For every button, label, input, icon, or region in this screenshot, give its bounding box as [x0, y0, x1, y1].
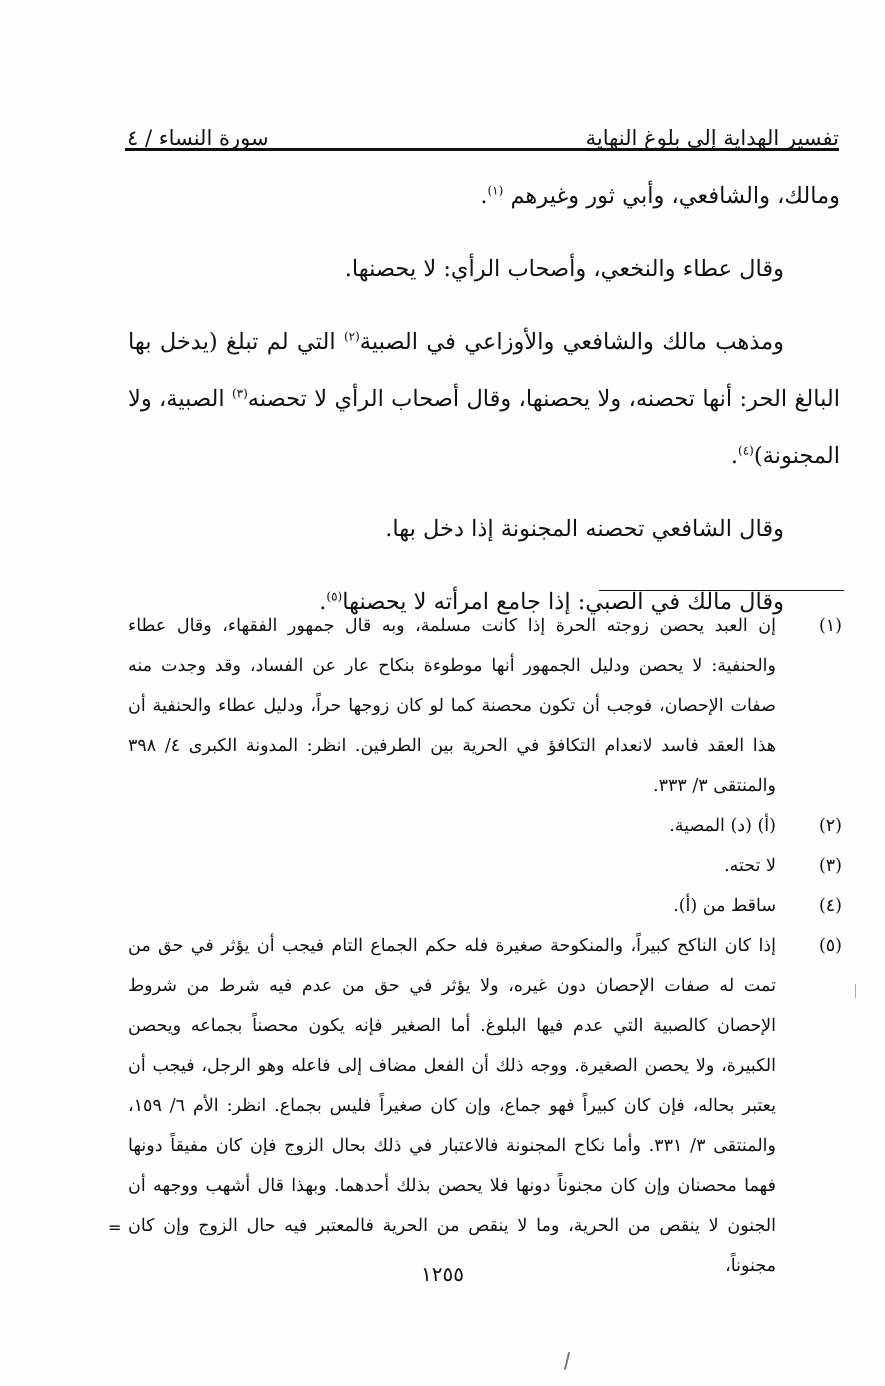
- footnote: [128, 806, 842, 846]
- footnote-ref: (١): [487, 183, 504, 198]
- paragraph: وقال الشافعي تحصنه المجنونة إذا دخل بها.: [385, 516, 784, 542]
- footnote: [128, 926, 842, 1286]
- page-number: ١٢٥٥: [421, 1262, 464, 1286]
- footnote-ref: (٥): [326, 589, 343, 604]
- book-title: تفسير الهداية إلى بلوغ النهاية: [585, 126, 839, 150]
- main-text: [128, 168, 840, 631]
- footnote-text: ساقط من (أ).: [673, 896, 776, 916]
- paragraph: وقال مالك في الصبي: إذا جامع امرأته لا يحصنها$^{(٥)}$.: [319, 589, 784, 615]
- footnote-text: لا تحته.: [724, 856, 776, 876]
- footnote-text: إن العبد يحصن زوجته الحرة إذا كانت مسلمة، وبه قال جمهور الفقهاء، وقال عطاء والحنفية: لا يحصن ودليل الجمهور أنها موطوءة بنكاح عار عن الفساد، وقد وجدت منه صفات الإحصان، فوجب أن تكون محصنة كما لو كان زوجها حراً، ودليل عطاء والحنفية أن هذا العقد فاسد لانعدام التكافؤ في الحرية بين الطرفين. انظر: المدونة الكبرى ٤/ ٣٩٨ والمنتقى ٣/ ٣٣٣.: [128, 616, 776, 796]
- header-rule: [125, 148, 839, 151]
- footnote-number: (٣): [818, 856, 842, 876]
- paragraph: ومذهب مالك والشافعي والأوزاعي في الصبية$^{(٢)}$ التي لم تبلغ (يدخل بها البالغ الحر: أنها تحصنه، ولا يحصنها، وقال أصحاب الرأي لا تحصنه$^{(٣)}$ الصبية، ولا المجنونة)$^{(٤)}$.: [128, 329, 841, 469]
- footnote-text: إذا كان الناكح كبيراً، والمنكوحة صغيرة فله حكم الجماع التام فيجب أن يؤثر في حق من تمت له صفات الإحصان دون غيره، ولا يؤثر في حق من عدم فيه شرط من شروط الإحصان كالصبية التي عدم فيها البلوغ. أما الصغير فإنه يكون محصناً بجماعه ويحصن الكبيرة، ولا يحصن الصغيرة. ووجه ذلك أن الفعل مضاف إلى فاعله وهو الرجل، فيجب أن يعتبر بحاله، فإن كان كبيراً فهو جماع، وإن كان صغيراً فليس بجماع. انظر: الأم ٦/ ١٥٩، والمنتقى ٣/ ٣٣١. وأما نكاح المجنونة فالاعتبار في ذلك بحال الزوج فإن كان مفيقاً دونها فهما محصنان وإن كان مجنوناً دونها فلا يحصن بذلك أحدهما. وبهذا قال أشهب ووجهه أن الجنون لا ينقص من الحرية، وما لا ينقص من الحرية فالمعتبر فيه حال الزوج وإن كان مجنوناً،: [128, 936, 776, 1276]
- footnote-ref: (٣): [231, 386, 248, 401]
- footnote-ref: (٢): [343, 329, 360, 344]
- scan-mark: [855, 984, 856, 998]
- scan-mark: [564, 1352, 570, 1370]
- footnotes: [128, 606, 842, 1286]
- footnote-text: (أ) (د) المصية.: [669, 816, 776, 836]
- footnote-number: (١): [818, 616, 842, 636]
- footnote-number: (٥): [818, 936, 842, 956]
- footnote-rule: [599, 590, 844, 591]
- footnote: [128, 846, 842, 886]
- surah-label: سورة النساء / ٤: [127, 126, 269, 150]
- footnote: [128, 886, 842, 926]
- paragraph: وقال عطاء والنخعي، وأصحاب الرأي: لا يحصنها.: [344, 256, 784, 282]
- footnote-number: (٢): [818, 816, 842, 836]
- footnote: [128, 606, 842, 806]
- running-header: [127, 108, 839, 150]
- footnote-ref: (٤): [738, 443, 754, 458]
- paragraph: ومالك، والشافعي، وأبي ثور وغيرهم $^{(١)}$.: [480, 183, 840, 209]
- continuation-mark: =: [108, 1218, 122, 1237]
- footnote-number: (٤): [818, 896, 842, 916]
